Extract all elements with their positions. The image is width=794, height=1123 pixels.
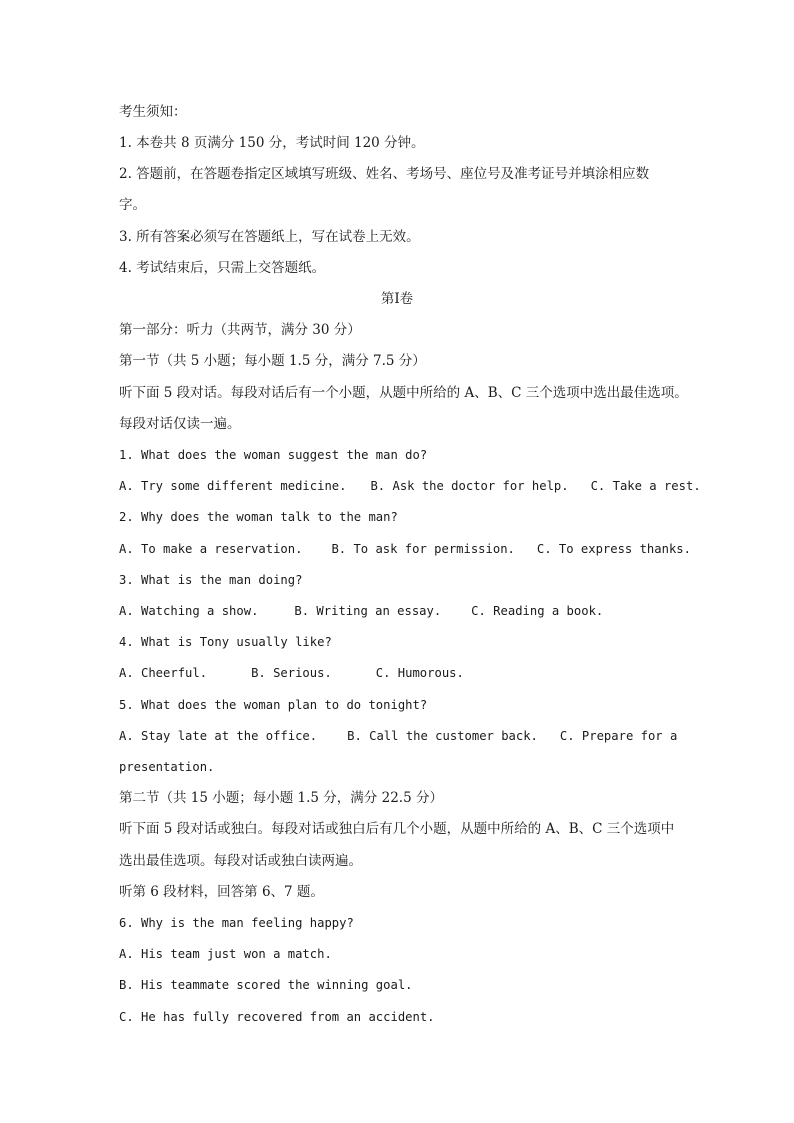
question-6-option-b: B. His teammate scored the winning goal.: [119, 978, 413, 992]
part1-title: 第一部分：听力（共两节，满分 30 分）: [119, 322, 361, 338]
question-3-stem: 3. What is the man doing?: [119, 573, 303, 587]
notice-item-1: 1. 本卷共 8 页满分 150 分，考试时间 120 分钟。: [119, 135, 425, 151]
question-6-stem: 6. Why is the man feeling happy?: [119, 916, 354, 930]
question-4-option-c: C. Humorous.: [375, 666, 464, 680]
notice-item-2: 2. 答题前，在答题卷指定区域填写班级、姓名、考场号、座位号及准考证号并填涂相应数: [119, 166, 650, 182]
question-2-option-c: C. To express thanks.: [536, 542, 691, 556]
question-2-option-a: A. To make a reservation.: [119, 542, 303, 556]
section2-instruction-cont: 选出最佳选项。每段对话或独白读两遍。: [119, 853, 362, 869]
question-6-option-a: A. His team just won a match.: [119, 947, 332, 961]
question-5-option-c-cont: presentation.: [119, 760, 215, 774]
question-3-option-b: B. Writing an essay.: [294, 604, 442, 618]
notice-item-3: 3. 所有答案必须写在答题纸上，写在试卷上无效。: [119, 229, 420, 245]
question-2-options: [119, 537, 691, 561]
question-3-options: [119, 599, 603, 623]
question-5-option-b: B. Call the customer back.: [347, 729, 538, 743]
question-6-option-c: C. He has fully recovered from an accident.: [119, 1010, 435, 1024]
question-5-option-a: A. Stay late at the office.: [119, 729, 318, 743]
question-5-options: [119, 724, 677, 748]
question-5-stem: 5. What does the woman plan to do tonight?: [119, 698, 428, 712]
question-3-option-c: C. Reading a book.: [471, 604, 604, 618]
section1-instruction-cont: 每段对话仅读一遍。: [119, 416, 241, 432]
question-1-option-b: B. Ask the doctor for help.: [370, 479, 569, 493]
question-1-option-a: A. Try some different medicine.: [119, 479, 347, 493]
notice-title: 考生须知：: [119, 104, 187, 120]
volume-title: 第Ⅰ卷: [380, 291, 414, 307]
question-4-option-a: A. Cheerful.: [119, 666, 208, 680]
notice-item-2-cont: 字。: [119, 197, 146, 213]
question-2-stem: 2. Why does the woman talk to the man?: [119, 510, 398, 524]
question-2-option-b: B. To ask for permission.: [331, 542, 515, 556]
question-1-option-c: C. Take a rest.: [590, 479, 701, 493]
question-1-stem: 1. What does the woman suggest the man do?: [119, 448, 428, 462]
material-6-note: 听第 6 段材料，回答第 6、7 题。: [119, 884, 324, 900]
question-3-option-a: A. Watching a show.: [119, 604, 259, 618]
section1-instruction: 听下面 5 段对话。每段对话后有一个小题，从题中所给的 A、B、C 三个选项中选出最佳选项。: [119, 385, 688, 401]
question-5-option-c: C. Prepare for a: [559, 729, 678, 743]
section2-title: 第二节（共 15 小题；每小题 1.5 分，满分 22.5 分）: [119, 790, 443, 806]
question-4-option-b: B. Serious.: [251, 666, 332, 680]
section2-instruction: 听下面 5 段对话或独白。每段对话或独白后有几个小题，从题中所给的 A、B、C 三个选项中: [119, 821, 675, 837]
section1-title: 第一节（共 5 小题；每小题 1.5 分，满分 7.5 分）: [119, 353, 426, 369]
question-4-options: [119, 661, 464, 685]
question-4-stem: 4. What is Tony usually like?: [119, 635, 332, 649]
question-1-options: [119, 474, 701, 498]
notice-item-4: 4. 考试结束后，只需上交答题纸。: [119, 260, 326, 276]
